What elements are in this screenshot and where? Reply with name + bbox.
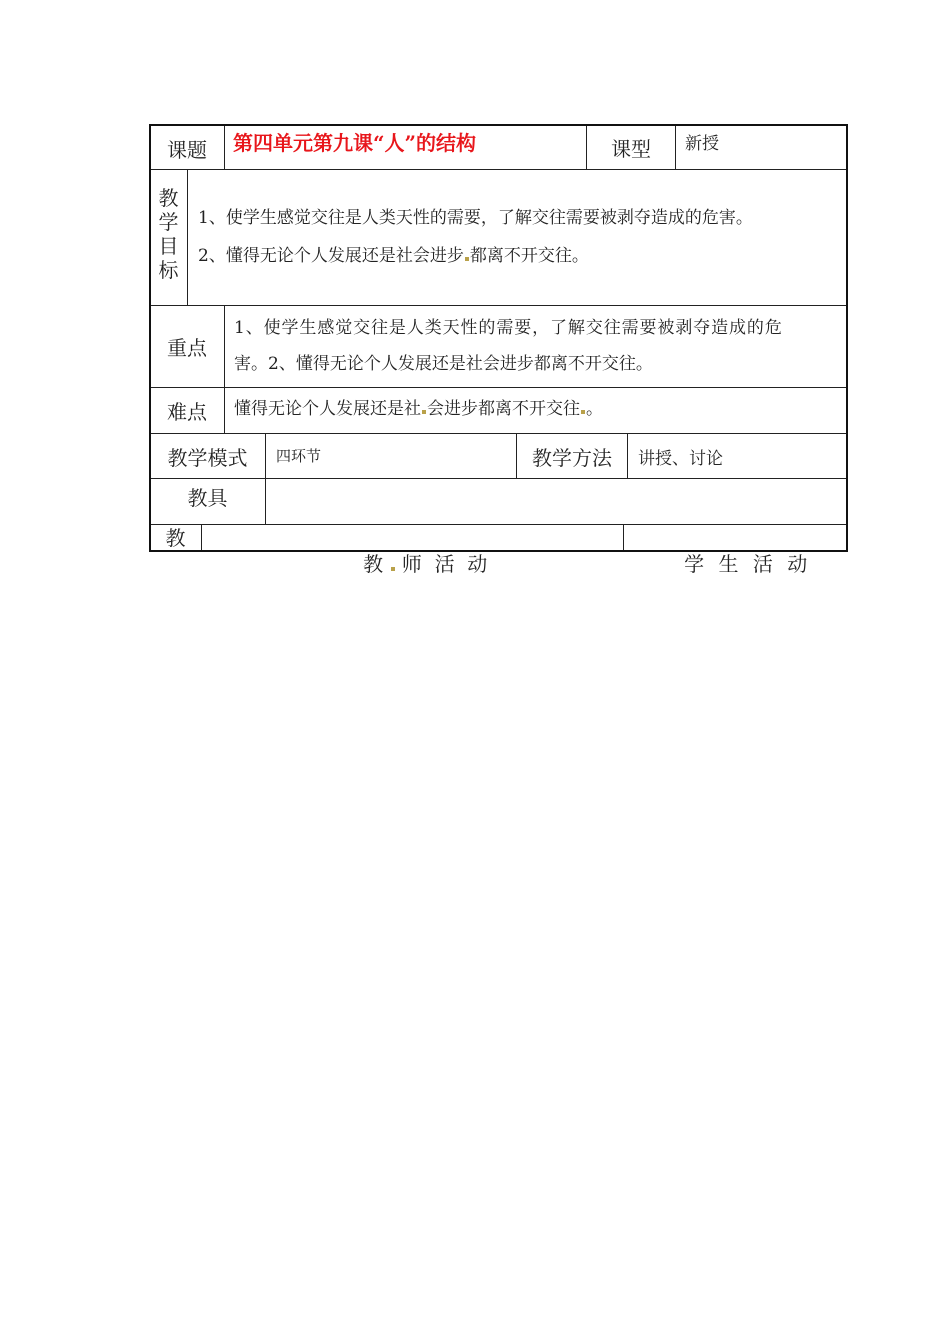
goals-value-cell <box>188 170 847 306</box>
tools-label-cell <box>150 479 266 525</box>
difficulty-label-cell <box>150 388 225 434</box>
goals-label-char: 学 <box>158 210 179 234</box>
teacher-activity-cell <box>202 525 624 576</box>
mode-value: 四环节 <box>276 447 322 465</box>
activity-col1: 教 <box>165 526 186 550</box>
type-label-cell <box>587 125 676 170</box>
topic-label-cell <box>150 125 225 170</box>
tools-label: 教具 <box>187 486 228 510</box>
difficulty-value: 懂得无论个人发展还是社 会进步都离不开交往 。 <box>234 399 603 419</box>
goals-label-char: 标 <box>158 258 179 282</box>
goal-line-1: 1、使学生感觉交往是人类天性的需要，了解交往需要被剥夺造成的危害。 <box>198 208 753 228</box>
marker-dot <box>422 410 426 414</box>
key-line-2: 害。2、懂得无论个人发展还是社会进步都离不开交往。 <box>234 354 653 374</box>
key-value-cell <box>225 306 847 388</box>
marker-dot <box>465 257 469 261</box>
difficulty-value-cell <box>225 388 847 434</box>
method-label-cell <box>517 434 628 479</box>
goal-line-2: 2、懂得无论个人发展还是社会进步 都离不开交往。 <box>198 246 589 266</box>
method-value-cell <box>628 434 847 479</box>
marker-dot <box>581 410 585 414</box>
student-activity-cell <box>624 525 847 576</box>
mode-label: 教学模式 <box>167 445 248 470</box>
goals-label-char: 教 <box>158 186 179 210</box>
teacher-activity-label: 教 师 活 动 <box>363 552 488 576</box>
method-label: 教学方法 <box>532 445 612 470</box>
key-label: 重点 <box>167 336 207 360</box>
activity-col1-cell <box>150 525 202 551</box>
key-line-1: 1、使学生感觉交往是人类天性的需要，了解交往需要被剥夺造成的危 <box>234 318 783 338</box>
goals-label-char: 目 <box>158 234 179 258</box>
mode-value-cell <box>266 434 517 479</box>
topic-value-cell <box>225 125 587 170</box>
mode-label-cell <box>150 434 266 479</box>
lesson-title: 第四单元第九课“人”的结构 <box>233 131 477 155</box>
tools-value-cell <box>266 479 847 525</box>
goals-label-cell <box>150 170 188 306</box>
key-label-cell <box>150 306 225 388</box>
method-value: 讲授、讨论 <box>638 449 723 469</box>
difficulty-label: 难点 <box>167 400 207 424</box>
type-value: 新授 <box>685 134 719 154</box>
student-activity-label: 学 生 活 动 <box>684 552 812 576</box>
type-label: 课型 <box>611 136 651 161</box>
marker-dot <box>391 567 395 571</box>
topic-label: 课题 <box>167 137 207 162</box>
type-value-cell <box>676 125 847 170</box>
